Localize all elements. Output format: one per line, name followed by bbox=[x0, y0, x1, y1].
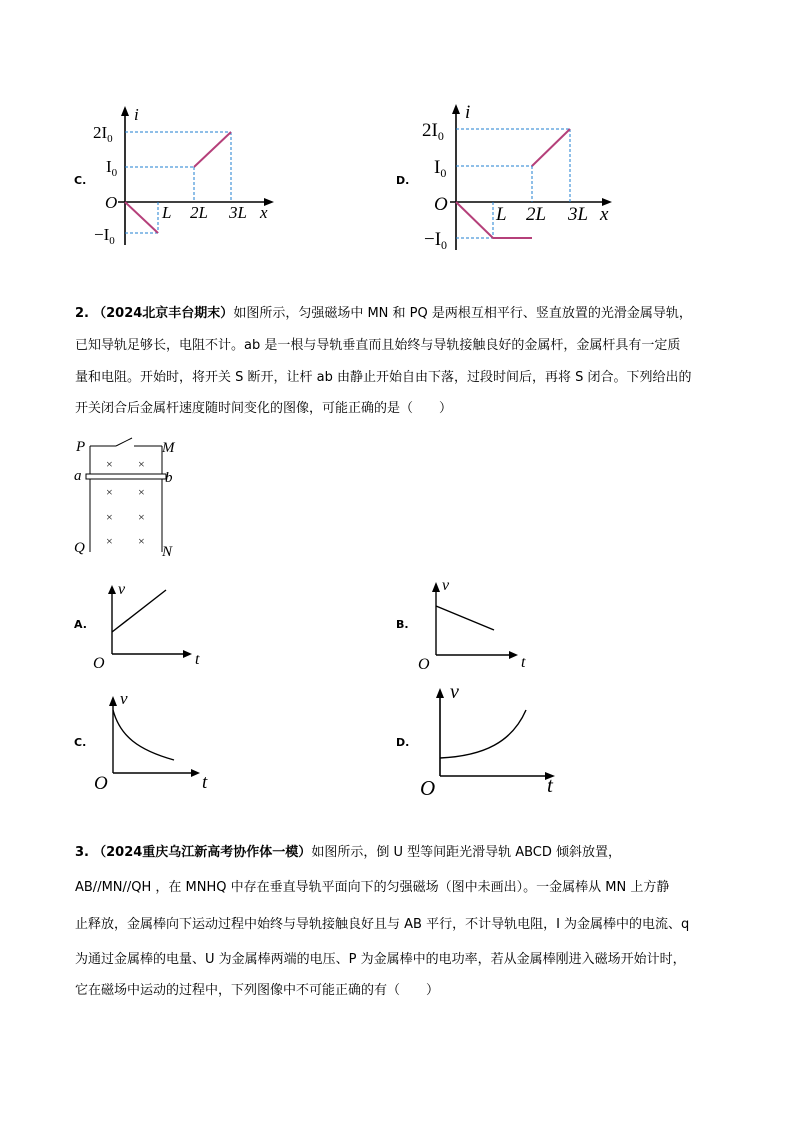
q2-line-4: 开关闭合后金属杆速度随时间变化的图像，可能正确的是（ ） bbox=[75, 401, 453, 416]
velocity-curve bbox=[436, 606, 494, 630]
tick-l: L bbox=[162, 203, 172, 222]
origin-label: O bbox=[105, 193, 118, 212]
q3-number: 3. bbox=[75, 845, 89, 860]
q3-line-4: 为通过金属棒的电量、U 为金属棒两端的电压、P 为金属棒中的电功率，若从金属棒刚进入磁场开始计时， bbox=[75, 952, 686, 967]
x-axis-label: t bbox=[521, 654, 526, 671]
y-axis-arrow bbox=[108, 585, 116, 594]
label-p: P bbox=[76, 439, 86, 455]
q3-line-2: AB//MN//QH ，在 MNHQ 中存在垂直导轨平面向下的匀强磁场（图中未画出）。一金属棒从 MN 上方静 bbox=[75, 880, 670, 895]
option-b-label: B. bbox=[396, 618, 409, 631]
graph-d bbox=[418, 96, 628, 256]
q3-line-3: 止释放，金属棒向下运动过程中始终与导轨接触良好且与 AB 平行，不计导轨电阻，I 为金属棒中的电流、q bbox=[75, 917, 690, 932]
metal-rod bbox=[86, 474, 166, 479]
q3-source: （2024重庆乌江新高考协作体一模） bbox=[93, 845, 312, 860]
label-a: a bbox=[74, 468, 82, 484]
q2-line-2: 已知导轨足够长，电阻不计。ab 是一根与导轨垂直而且始终与导轨接触良好的金属杆，金属杆具有一定质 bbox=[75, 338, 681, 353]
tick-2i0: $2I_0$ bbox=[93, 123, 113, 145]
q2-number: 2. bbox=[75, 306, 89, 321]
tick-3l: 3L bbox=[229, 203, 247, 222]
tick-2i0: $2I_0$ bbox=[422, 120, 444, 143]
current-line bbox=[125, 202, 158, 233]
velocity-curve bbox=[440, 710, 526, 758]
graph-b bbox=[414, 572, 544, 676]
svg-text:×: × bbox=[138, 485, 145, 499]
q3-text-1: 如图所示，倒 U 型等间距光滑导轨 ABCD 倾斜放置， bbox=[311, 845, 622, 860]
tick-neg-i0: $-I_0$ bbox=[94, 225, 115, 247]
y-axis-arrow bbox=[121, 106, 129, 116]
x-axis-label: t bbox=[195, 651, 200, 668]
graph-c-vt bbox=[88, 688, 228, 798]
origin-label: O bbox=[434, 194, 448, 215]
svg-text:×: × bbox=[106, 534, 113, 548]
option-c-label: C. bbox=[74, 174, 87, 187]
tick-i0: $I_0$ bbox=[106, 157, 118, 179]
x-axis-arrow bbox=[183, 650, 192, 658]
q3-line-1 bbox=[75, 845, 621, 861]
graph-d-vt bbox=[414, 680, 564, 802]
option-d-vt-label: D. bbox=[396, 736, 410, 749]
svg-text:×: × bbox=[106, 510, 113, 524]
label-n: N bbox=[162, 544, 173, 560]
origin-label: O bbox=[418, 656, 430, 673]
switch-blade bbox=[116, 438, 132, 446]
origin-label: O bbox=[93, 655, 105, 672]
q2-source: （2024北京丰台期末） bbox=[93, 306, 234, 321]
q2-text-1: 如图所示，匀强磁场中 MN 和 PQ 是两根互相平行、竖直放置的光滑金属导轨， bbox=[233, 306, 692, 321]
x-axis-label: t bbox=[202, 772, 208, 793]
y-axis-arrow bbox=[436, 688, 444, 698]
y-axis-label: v bbox=[450, 681, 459, 703]
svg-text:×: × bbox=[106, 485, 113, 499]
tick-3l: 3L bbox=[568, 204, 589, 225]
current-line bbox=[194, 132, 231, 167]
tick-2l: 2L bbox=[526, 204, 547, 225]
graph-a bbox=[88, 574, 218, 674]
label-q: Q bbox=[74, 540, 85, 556]
q2-line-3: 量和电阻。开始时，将开关 S 断开，让杆 ab 由静止开始自由下落，过段时间后，再将 S 闭合。下列给出的 bbox=[75, 370, 692, 385]
label-m: M bbox=[162, 440, 175, 456]
y-axis-arrow bbox=[452, 104, 460, 114]
x-axis-arrow bbox=[191, 769, 200, 777]
current-line bbox=[532, 129, 570, 166]
x-axis-arrow bbox=[509, 651, 518, 659]
circuit-diagram bbox=[70, 432, 190, 562]
magnetic-field-marks bbox=[106, 457, 145, 548]
q3-line-5: 它在磁场中运动的过程中，下列图像中不可能正确的有（ ） bbox=[75, 983, 440, 998]
velocity-curve bbox=[113, 710, 174, 760]
y-axis-arrow bbox=[109, 696, 117, 706]
option-a-label: A. bbox=[74, 618, 87, 631]
y-axis-label: i bbox=[465, 102, 471, 123]
y-axis-label: v bbox=[120, 689, 128, 708]
y-axis-label: i bbox=[134, 105, 139, 124]
x-axis-label: x bbox=[260, 203, 268, 222]
graph-c bbox=[88, 100, 288, 250]
y-axis-arrow bbox=[432, 582, 440, 592]
svg-text:×: × bbox=[138, 457, 145, 471]
x-axis-label: x bbox=[600, 204, 609, 225]
current-line bbox=[456, 202, 532, 238]
svg-text:×: × bbox=[106, 457, 113, 471]
tick-i0: $I_0$ bbox=[434, 157, 447, 180]
tick-2l: 2L bbox=[190, 203, 208, 222]
tick-neg-i0: $-I_0$ bbox=[424, 229, 448, 252]
y-axis-label: v bbox=[118, 581, 126, 598]
option-c-vt-label: C. bbox=[74, 736, 87, 749]
origin-label: O bbox=[420, 776, 436, 800]
tick-l: L bbox=[496, 204, 507, 225]
label-b: b bbox=[165, 470, 173, 486]
y-axis-label: v bbox=[442, 577, 450, 594]
q2-line-1 bbox=[75, 306, 692, 322]
origin-label: O bbox=[94, 773, 108, 794]
svg-text:×: × bbox=[138, 534, 145, 548]
svg-text:×: × bbox=[138, 510, 145, 524]
option-d-label: D. bbox=[396, 174, 410, 187]
x-axis-label: t bbox=[547, 773, 553, 797]
